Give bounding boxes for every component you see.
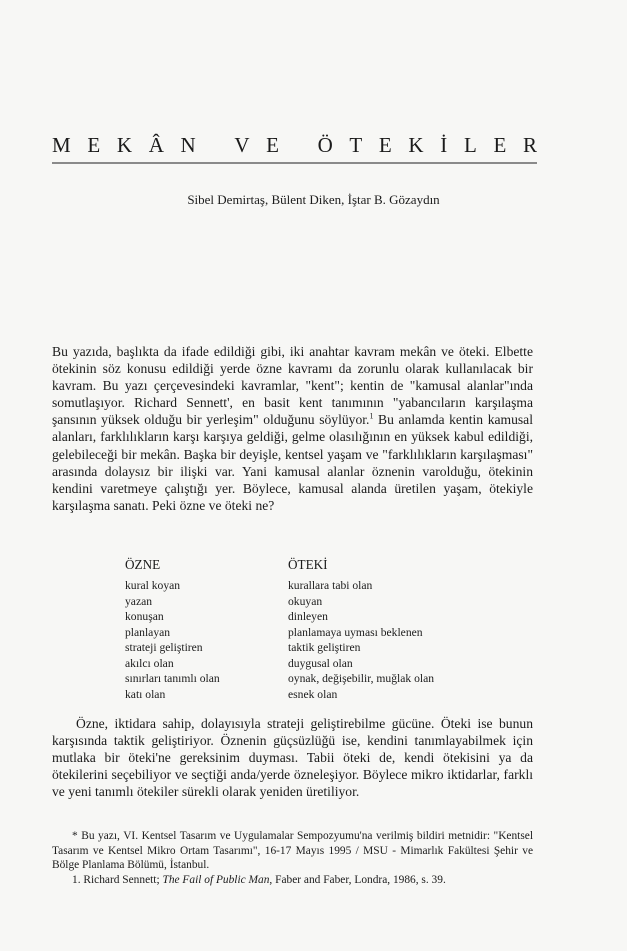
oteki-item: taktik geliştiren [288, 641, 361, 654]
ozne-item: kural koyan [125, 579, 181, 592]
oteki-item: esnek olan [288, 687, 338, 701]
oteki-item: okuyan [288, 594, 323, 608]
title-letter: K [116, 133, 133, 157]
title-letter: M [52, 133, 71, 157]
paragraph-intro-text-cont: Bu anlamda kentin kamusal alanları, farklılıkların karşı karşıya geldiği, gelme olasılığının en yüksek kabul edildiği, gelebileceği bir mekân. Başka bir deyişle, kentsel yaşam ve "farklılıkların karşılaşması" arasında dolaysız bir ilişki var. Yani kamusal alanlar öznenin varolduğu, ötekinin kendini varetmeye çalıştığı yer. Böylece, kamusal alanda üretilen yaşam, ötekiyle karşılaşma sanatı. Peki özne ve öteki ne? [52, 412, 533, 513]
title-rule [52, 162, 537, 164]
ozne-item: katı olan [125, 687, 166, 701]
title-letter: K [408, 133, 424, 157]
paragraph-second-text: Özne, iktidara sahip, dolayısıyla strateji geliştirebilme gücüne. Öteki ise bunun karşısında taktik geliştiriyor. Öznenin güçsüzlüğü ise, kendini tanımlayabilmek için mutlaka bir öteki'ne gereksinim duyması. Tabii öteki de, kendi ötekisini ya da ötekilerini seçebiliyor ve seçtiği anda/yerde özneleşiyor. Böylece mikro iktidarlar, farklı ve yeni tanımlı ötekiler sürekli olarak yeniden üretiliyor. [52, 716, 533, 800]
title-letter: Â [148, 133, 164, 157]
ozne-item: strateji geliştiren [125, 641, 203, 654]
title-letter: T [349, 133, 363, 157]
column-ozne [125, 557, 220, 702]
oteki-item: dinleyen [288, 610, 328, 623]
title-letter [296, 132, 301, 158]
title-letter: Ö [317, 133, 333, 157]
title-letter: E [87, 133, 101, 157]
footnote-1-prefix: 1. Richard Sennett; [72, 873, 163, 886]
title-letter: L [463, 133, 477, 157]
oteki-item: kurallara tabi olan [288, 579, 373, 592]
title-letter: N [180, 133, 196, 157]
column-heading-ozne: ÖZNE [125, 557, 161, 572]
column-oteki [288, 557, 434, 702]
column-list-ozne [125, 578, 220, 702]
title-letter: İ [440, 133, 448, 157]
title-letter: E [493, 133, 507, 157]
column-list-oteki [288, 578, 434, 702]
footnote-star: * Bu yazı, VI. Kentsel Tasarım ve Uygulamalar Sempozyumu'na verilmiş bildiri metnidir: "Kentsel Tasarım ve Kentsel Mikro Ortam Tasarımı", 16-17 Mayıs 1995 / MSU - Mimarlık Fakültesi Şehir ve Bölge Planlama Bölümü, İstanbul. [52, 830, 533, 872]
paragraph-intro-text: Bu yazıda, başlıkta da ifade edildiği gibi, iki anahtar kavram mekân ve öteki. Elbette ötekinin söz konusu edildiği yerde özne kavramı da zorunlu olarak kullanılacak bir kavram. Bu yazı çerçevesindeki kavramlar, "kent"; kentin de "kamusal alanlar"ında somutlaşıyor. Richard Sennett', en basit kent tanımının "yabancıların karşılaşma şansının yüksek olduğu bir yerleşim" olduğunu söylüyor. [52, 344, 533, 428]
footnote-1 [52, 873, 533, 888]
ozne-item: planlayan [125, 625, 171, 639]
title-letter: V [234, 133, 250, 157]
title-letter [212, 132, 217, 158]
page-title [52, 132, 537, 158]
footnote-marker: 1 [369, 411, 374, 421]
title-letter: E [378, 133, 392, 157]
paragraph-intro [52, 343, 533, 514]
footnote-1-suffix: , Faber and Faber, Londra, 1986, s. 39. [269, 873, 446, 886]
oteki-item: oynak, değişebilir, muğlak olan [288, 672, 435, 685]
oteki-item: planlamaya uyması beklenen [288, 625, 423, 639]
authors: Sibel Demirtaş, Bülent Diken, İştar B. Gözaydın [187, 192, 440, 207]
ozne-item: yazan [125, 594, 153, 608]
column-heading-oteki: ÖTEKİ [288, 557, 328, 572]
ozne-item: akılcı olan [125, 656, 174, 670]
footnote-1-title: The Fail of Public Man [162, 873, 270, 886]
paragraph-second [52, 715, 533, 800]
oteki-item: duygusal olan [288, 656, 353, 670]
title-letter: E [266, 133, 279, 157]
title-letter: R [522, 133, 537, 157]
ozne-item: sınırları tanımlı olan [125, 672, 220, 685]
footnotes [52, 829, 533, 887]
ozne-item: konuşan [125, 610, 164, 623]
